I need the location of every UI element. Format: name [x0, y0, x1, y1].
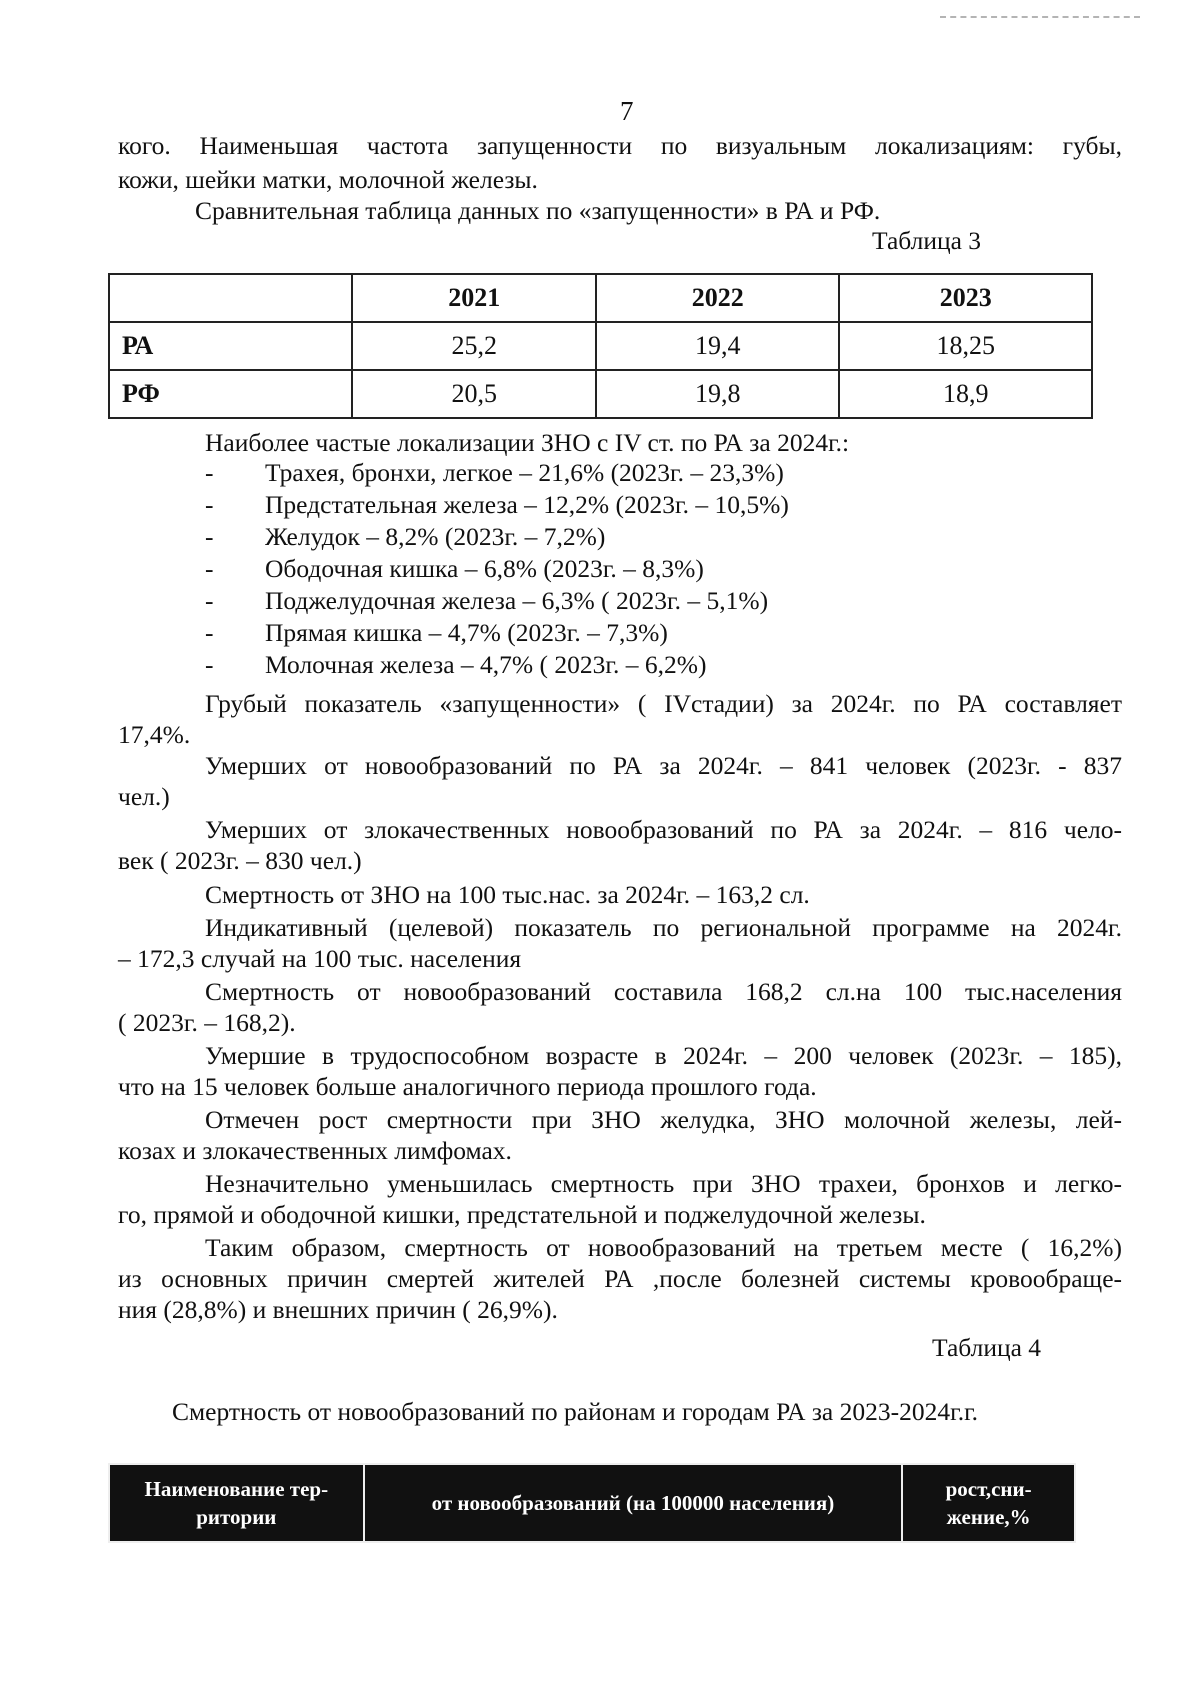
- paragraph-line: Умерших от новообразований по РА за 2024г. – 841 человек (2023г. - 837: [205, 751, 1122, 780]
- header-text: жение,%: [946, 1505, 1031, 1529]
- paragraph-line: кожи, шейки матки, молочной железы.: [118, 165, 538, 194]
- paragraph-line: Отмечен рост смертности при ЗНО желудка, ЗНО молочной железы, лей-: [205, 1105, 1122, 1134]
- paragraph-line: – 172,3 случай на 100 тыс. населения: [118, 944, 522, 973]
- list-item-text: Трахея, бронхи, легкое – 21,6% (2023г. – 23,3%): [265, 458, 784, 487]
- localizations-list: [205, 457, 789, 681]
- list-item-text: Предстательная железа – 12,2% (2023г. – 10,5%): [265, 490, 789, 519]
- paragraph-line: Грубый показатель «запущенности» ( IVстадии) за 2024г. по РА составляет: [205, 689, 1122, 718]
- header-text: Наименование тер-: [144, 1477, 329, 1501]
- table-row: [109, 370, 1092, 418]
- paragraph-line: ( 2023г. – 168,2).: [118, 1008, 296, 1037]
- list-item: - Поджелудочная железа – 6,3% ( 2023г. – 5,1%): [205, 586, 769, 615]
- table-header-cell: [109, 274, 352, 322]
- table3: [108, 273, 1093, 419]
- table3-label: Таблица 3: [872, 226, 982, 255]
- table4-label: Таблица 4: [932, 1333, 1042, 1362]
- table-header-cell: [109, 1464, 364, 1542]
- localizations-intro: Наиболее частые локализации ЗНО с IV ст. по РА за 2024г.:: [205, 428, 850, 457]
- table-cell: 18,9: [839, 370, 1092, 418]
- table-header-cell: 2021: [352, 274, 596, 322]
- table4-header: [108, 1463, 1076, 1543]
- paragraph-line: чел.): [118, 782, 170, 811]
- header-text: ритории: [196, 1505, 277, 1529]
- table-cell: 19,8: [596, 370, 840, 418]
- table-header-row: [109, 1464, 1075, 1542]
- paragraph-line: век ( 2023г. – 830 чел.): [118, 846, 362, 875]
- list-item: - Трахея, бронхи, легкое – 21,6% (2023г. – 23,3%): [205, 458, 784, 487]
- table-header-cell: 2022: [596, 274, 840, 322]
- list-item: - Молочная железа – 4,7% ( 2023г. – 6,2%): [205, 650, 707, 679]
- list-item-text: Прямая кишка – 4,7% (2023г. – 7,3%): [265, 618, 668, 647]
- table-header-cell: 2023: [839, 274, 1092, 322]
- paragraph-line: Таким образом, смертность от новообразований на третьем месте ( 16,2%): [205, 1233, 1122, 1262]
- table3-caption: Сравнительная таблица данных по «запущенности» в РА и РФ.: [195, 196, 881, 225]
- paragraph-line: Умершие в трудоспособном возрасте в 2024г. – 200 человек (2023г. – 185),: [205, 1041, 1122, 1070]
- row-label: РФ: [109, 370, 352, 418]
- table-cell: 25,2: [352, 322, 596, 370]
- table-header-cell: от новообразований (на 100000 населения): [364, 1464, 903, 1542]
- paragraph-line: Незначительно уменьшилась смертность при ЗНО трахеи, бронхов и легко-: [205, 1169, 1122, 1198]
- paragraph-line: что на 15 человек больше аналогичного периода прошлого года.: [118, 1072, 817, 1101]
- paragraph-line: ния (28,8%) и внешних причин ( 26,9%).: [118, 1295, 558, 1324]
- list-item: - Желудок – 8,2% (2023г. – 7,2%): [205, 522, 606, 551]
- table-row: [109, 322, 1092, 370]
- table-cell: 20,5: [352, 370, 596, 418]
- list-item: - Прямая кишка – 4,7% (2023г. – 7,3%): [205, 618, 668, 647]
- paragraph-line: Смертность от ЗНО на 100 тыс.нас. за 2024г. – 163,2 сл.: [205, 880, 810, 909]
- table4-title: Смертность от новообразований по районам и городам РА за 2023-2024г.г.: [172, 1397, 979, 1426]
- paragraph-line: Индикативный (целевой) показатель по региональной программе на 2024г.: [205, 913, 1122, 942]
- scan-artifact: [940, 16, 1140, 22]
- paragraph-line: из основных причин смертей жителей РА ,после болезней системы кровообраще-: [118, 1264, 1122, 1293]
- list-item-text: Желудок – 8,2% (2023г. – 7,2%): [265, 522, 606, 551]
- list-item-text: Молочная железа – 4,7% ( 2023г. – 6,2%): [265, 650, 707, 679]
- paragraph-line: Умерших от злокачественных новообразований по РА за 2024г. – 816 чело-: [205, 815, 1122, 844]
- paragraph-line: кого. Наименьшая частота запущенности по визуальным локализациям: губы,: [118, 131, 1122, 160]
- row-label: РА: [109, 322, 352, 370]
- list-item: - Ободочная кишка – 6,8% (2023г. – 8,3%): [205, 554, 704, 583]
- header-text: рост,сни-: [945, 1477, 1032, 1501]
- list-item-text: Ободочная кишка – 6,8% (2023г. – 8,3%): [265, 554, 704, 583]
- table-header-row: [109, 274, 1092, 322]
- list-item-text: Поджелудочная железа – 6,3% ( 2023г. – 5,1%): [265, 586, 769, 615]
- table-cell: 18,25: [839, 322, 1092, 370]
- paragraph-line: го, прямой и ободочной кишки, предстательной и поджелудочной железы.: [118, 1200, 926, 1229]
- table-header-cell: [902, 1464, 1075, 1542]
- paragraph-line: Смертность от новообразований составила 168,2 сл.на 100 тыс.населения: [205, 977, 1122, 1006]
- table-cell: 19,4: [596, 322, 840, 370]
- page-number: 7: [620, 96, 634, 126]
- paragraph-line: 17,4%.: [118, 720, 191, 749]
- list-item: - Предстательная железа – 12,2% (2023г. – 10,5%): [205, 490, 789, 519]
- paragraph-line: козах и злокачественных лимфомах.: [118, 1136, 512, 1165]
